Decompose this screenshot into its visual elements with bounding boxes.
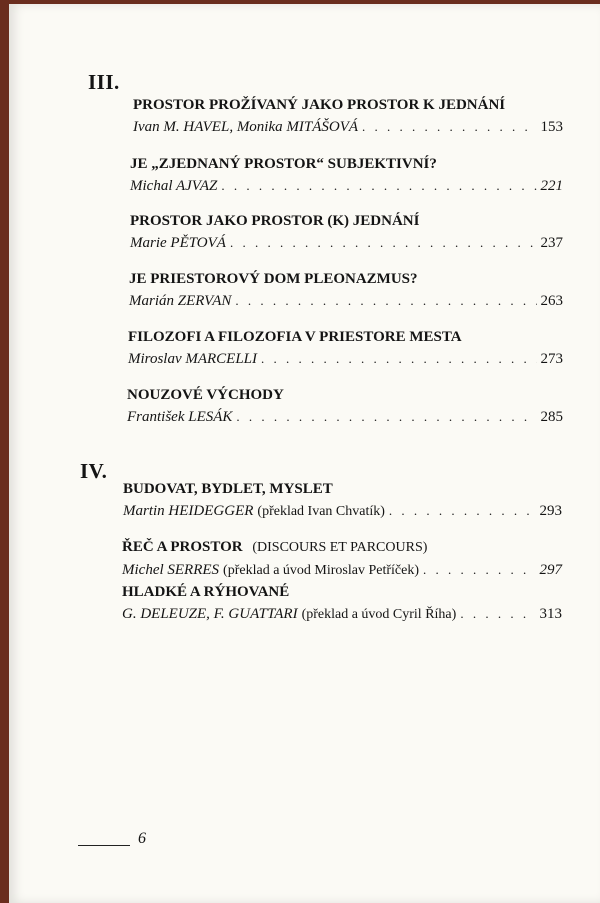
entry-author: Marián ZERVAN: [129, 293, 232, 309]
dot-leader: [230, 234, 537, 252]
entry-page: 153: [540, 119, 563, 135]
entry-subtitle: (DISCOURS ET PARCOURS): [252, 540, 428, 555]
entry-title: PROSTOR JAKO PROSTOR (K) JEDNÁNÍ: [130, 213, 420, 229]
entry-author: G. DELEUZE, F. GUATTARI: [122, 606, 298, 622]
entry-page: 221: [540, 178, 563, 194]
entry-note: (překlad Ivan Chvatík): [257, 504, 385, 519]
entry-line: [130, 177, 563, 195]
entry-title: FILOZOFI A FILOZOFIA V PRIESTORE MESTA: [128, 329, 462, 345]
toc-entry: [130, 212, 563, 252]
entry-note: (překlad a úvod Cyril Říha): [301, 607, 457, 622]
entry-note: (překlad a úvod Miroslav Petříček): [223, 563, 419, 578]
dot-leader: [460, 605, 535, 623]
entry-line: [127, 408, 563, 426]
entry-page: 285: [540, 409, 563, 425]
dot-leader: [221, 177, 536, 195]
entry-page: 263: [540, 293, 563, 309]
entry-author: Ivan M. HAVEL, Monika MITÁŠOVÁ: [133, 119, 359, 135]
section-number-iii: III.: [88, 70, 120, 94]
dot-leader: [389, 502, 536, 520]
entry-page: 313: [539, 606, 562, 622]
entry-line: [130, 234, 563, 252]
toc-entry: [123, 480, 562, 521]
entry-page: 297: [539, 562, 562, 578]
entry-line: [122, 605, 562, 624]
dot-leader: [236, 408, 536, 426]
entry-page: 293: [539, 503, 562, 519]
entry-title: [122, 538, 562, 557]
entry-line: [123, 502, 562, 521]
entry-title: JE PRIESTOROVÝ DOM PLEONAZMUS?: [129, 271, 418, 287]
entry-line: [129, 292, 563, 310]
entry-page: 237: [540, 235, 563, 251]
entry-title-main: ŘEČ A PROSTOR: [122, 539, 243, 555]
toc-entry: [127, 386, 563, 426]
toc-entry: [128, 328, 563, 368]
entry-author: Michel SERRES: [122, 562, 220, 578]
toc-entry: [122, 583, 562, 624]
entry-title: BUDOVAT, BYDLET, MYSLET: [123, 481, 333, 497]
entry-title: HLADKÉ A RÝHOVANÉ: [122, 584, 290, 600]
toc-entry: [130, 155, 563, 195]
dot-leader: [362, 118, 536, 136]
entry-author: Martin HEIDEGGER: [123, 503, 254, 519]
entry-author: František LESÁK: [127, 409, 233, 425]
entry-author: Michal AJVAZ: [130, 178, 218, 194]
entry-line: [128, 350, 563, 368]
dot-leader: [423, 561, 536, 579]
toc-entry: [129, 270, 563, 310]
dot-leader: [235, 292, 536, 310]
entry-line: [122, 561, 562, 580]
toc-entry: [122, 538, 562, 580]
dot-leader: [261, 350, 536, 368]
section-number-iv: IV.: [80, 459, 108, 483]
entry-title: JE „ZJEDNANÝ PROSTOR“ SUBJEKTIVNÍ?: [130, 156, 437, 172]
entry-author: Marie PĚTOVÁ: [130, 235, 226, 251]
page-number: 6: [138, 830, 146, 847]
entry-line: [133, 118, 563, 136]
footer-rule: [78, 845, 130, 846]
entry-page: 273: [540, 351, 563, 367]
entry-title: NOUZOVÉ VÝCHODY: [127, 387, 284, 403]
book-page: [9, 4, 600, 903]
entry-title: PROSTOR PROŽÍVANÝ JAKO PROSTOR K JEDNÁNÍ: [133, 97, 506, 113]
toc-entry: [133, 96, 563, 136]
entry-author: Miroslav MARCELLI: [128, 351, 258, 367]
